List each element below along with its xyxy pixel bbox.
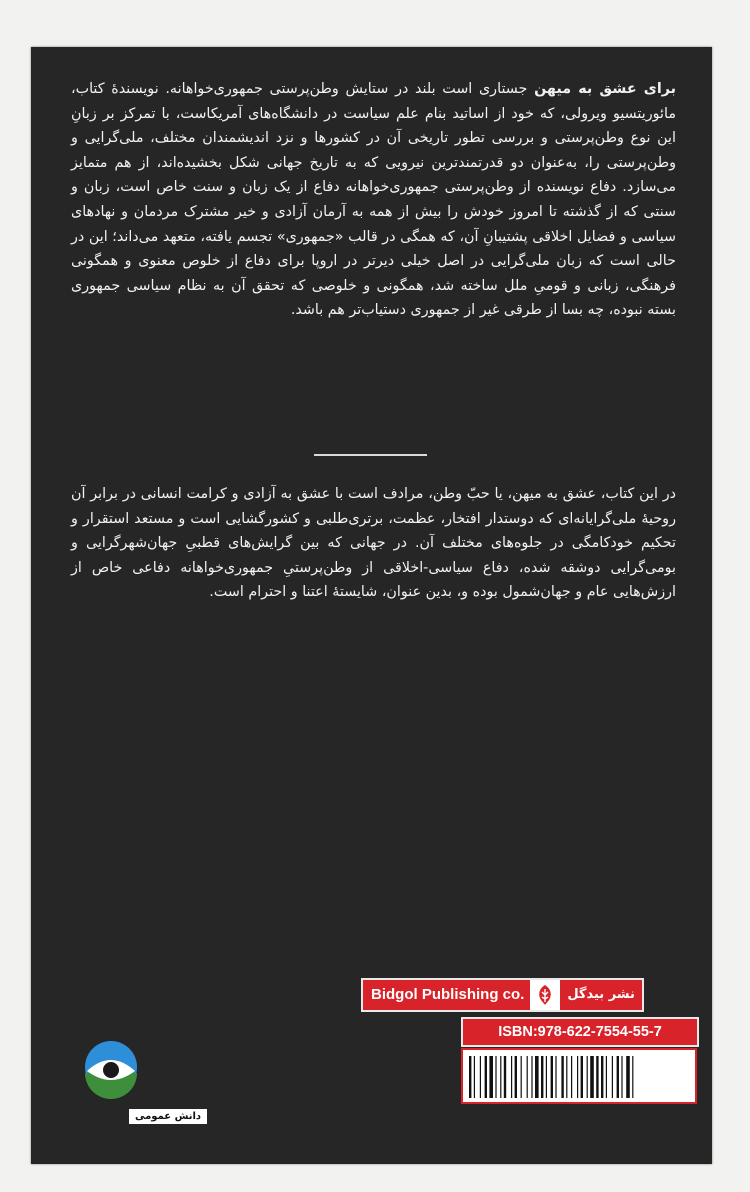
series-label: دانش عمومی <box>129 1109 207 1124</box>
barcode <box>461 1048 697 1104</box>
bird-logo-icon <box>530 980 560 1010</box>
isbn-label: ISBN:978-622-7554-55-7 <box>461 1017 699 1047</box>
book-title-lead: برای عشق به میهن <box>534 81 676 97</box>
blurb-text-1: جستاری است بلند در ستایش وطن‌پرستی جمهوری‌خواهانه. نویسندهٔ کتاب، مائوریتسیو ویرولی، که خود از اساتید بنام علم سیاست در دانشگاه‌های آمریکاست، با تمرکز بر زبانِ این نوع وطن‌پرستی و بررسی تطور تاریخی آن در کشورها و نزد اندیشمندان مختلف، ملی‌گرایی و وطن‌پرستی را، به‌عنوان دو قدرتمندترین نیرویی که به تاریخ جهانی شکل بخشیده‌اند، از هم متمایز می‌سازد. دفاع نویسنده از وطن‌پرستی جمهوری‌خواهانه دفاع از یک زبان و سنت خاص است، زبان و سنتی که از گذشته تا امروز خودش را بیش از همه به آرمان آزادی و خیر مشترک مردمان و نهادهای سیاسی و فضایل اخلاقی پشتیبانِ آن، که همگی در قالب «جمهوری» تجسم یافته، متعهد می‌داند؛ این در حالی است که زبان ملی‌گرایی در اصل خیلی دیرتر در اروپا برای دفاع از خلوص معنوی و همگونی فرهنگی، زبانی و قومیِ ملل ساخته شد، همگونی و خلوصی که تحقق آن به نظام سیاسی جمهوری بسته نبوده، چه بسا از طرقی غیر از جمهوری دستیاب‌تر هم باشد. <box>71 81 676 319</box>
eye-logo-icon <box>75 1037 147 1117</box>
publisher-name-fa: نشر بیدگل <box>567 987 635 1002</box>
blurb-paragraph-1 <box>71 77 676 323</box>
publisher-badge <box>361 978 644 1012</box>
publisher-name-en: Bidgol Publishing co. <box>371 986 525 1003</box>
blurb-text-2: در این کتاب، عشق به میهن، یا حبّ وطن، مرادف است با عشق به آزادی و کرامت انسانی در برابر آن روحیهٔ ملی‌گرایانه‌ای که دوستدار افتخار، عظمت، برتری‌طلبی و کشورگشایی است و مستعد استقرار و تحکیم خودکامگی در جلوه‌های مختلف آن. در جهانی که بین گرایش‌های قطبیِ جهان‌شهرگرایی و بومی‌گرایی دوشقه شده، دفاع سیاسی-اخلاقی از وطن‌پرستیِ جمهوری‌خواهانه دفاعی خاص از ارزش‌هایی عام و جهان‌شمول بوده و، بدین عنوان، شایستهٔ اعتنا و احترام است. <box>71 486 676 601</box>
section-divider <box>314 454 427 456</box>
blurb-paragraph-2 <box>71 482 676 605</box>
back-cover <box>31 47 712 1164</box>
